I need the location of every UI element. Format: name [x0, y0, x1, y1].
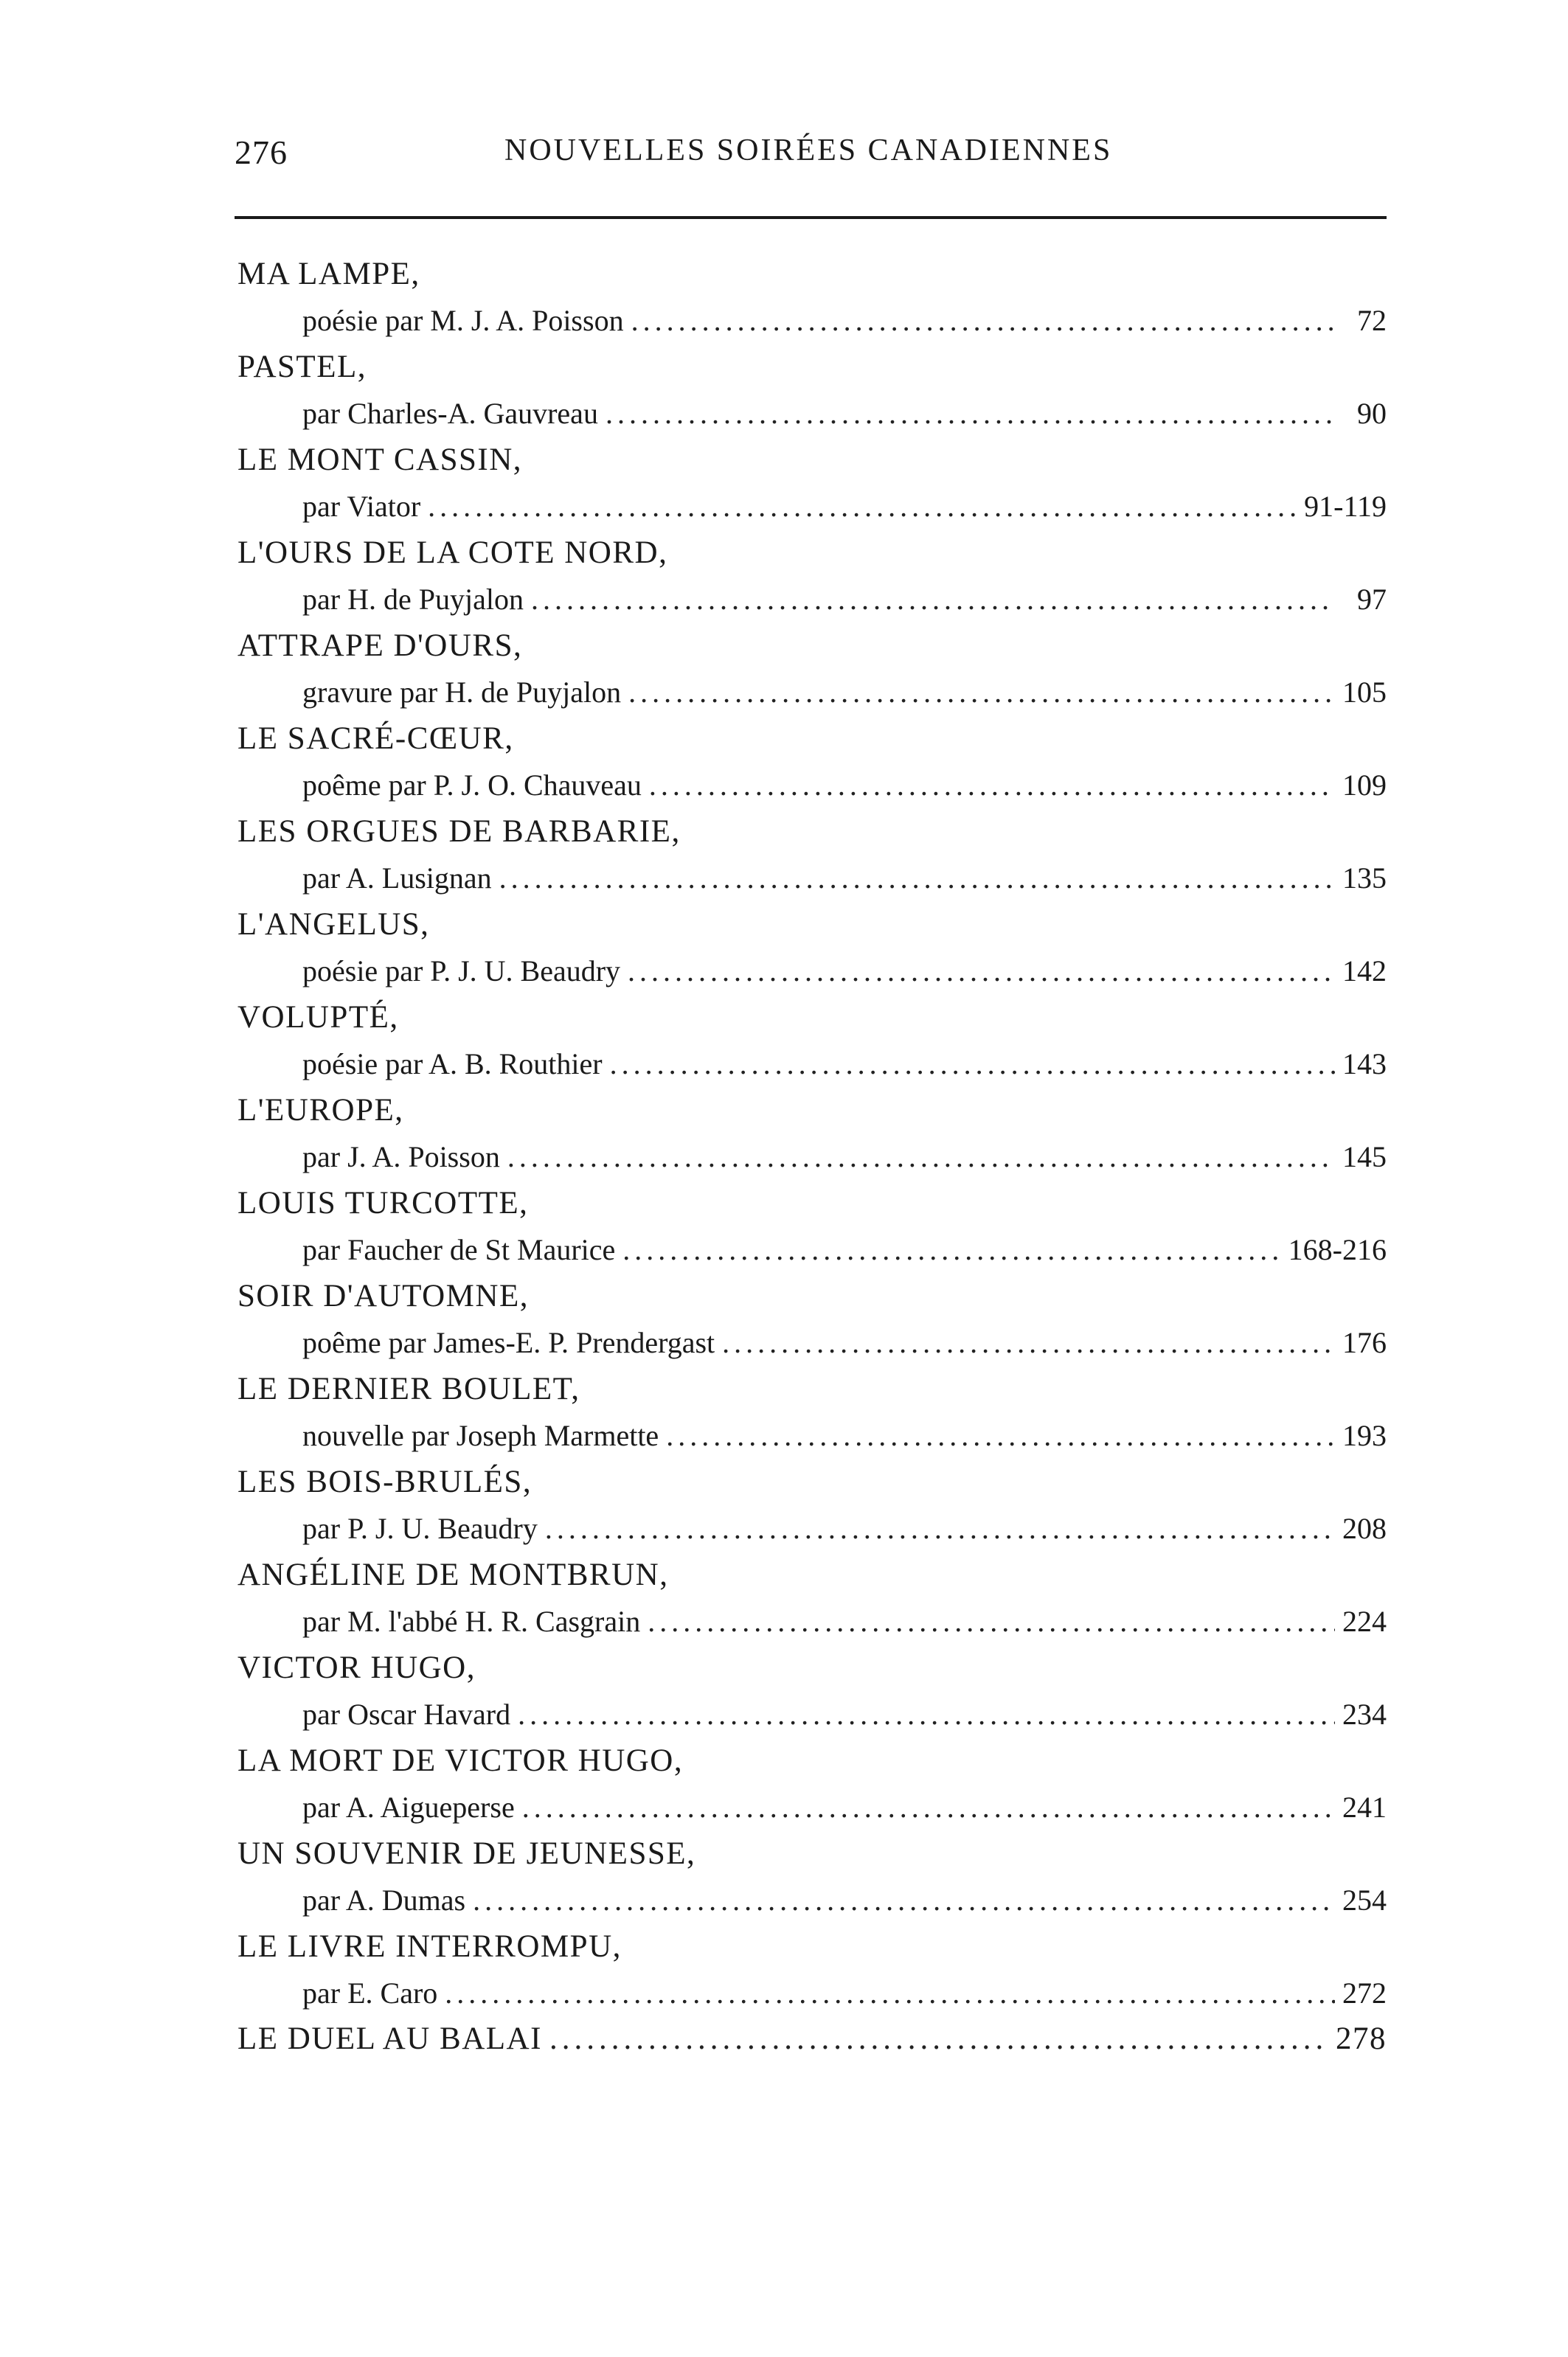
toc-entry [237, 1552, 1387, 1645]
toc-entry [237, 1645, 1387, 1738]
entry-title: LE SACRÉ-CŒUR, [237, 721, 514, 756]
toc-entry [237, 1180, 1387, 1273]
toc-entry [237, 1273, 1387, 1366]
entry-page-ref: 234 [1342, 1698, 1387, 1731]
entry-leader-line [237, 1971, 1387, 2016]
entry-byline: par Faucher de St Maurice [302, 1233, 616, 1266]
toc-entry [237, 251, 1387, 344]
entry-page-ref: 143 [1342, 1047, 1387, 1080]
entry-leader-line [237, 1227, 1387, 1273]
dot-leader [499, 855, 1335, 901]
entry-byline: par M. l'abbé H. R. Casgrain [302, 1605, 641, 1638]
entry-leader-line [237, 1506, 1387, 1552]
entry-title: L'OURS DE LA COTE NORD, [237, 535, 668, 570]
entry-leader-line [237, 484, 1387, 530]
toc-entry [237, 715, 1387, 808]
entry-page-ref: 72 [1357, 304, 1387, 337]
entry-byline: poésie par A. B. Routhier [302, 1047, 603, 1080]
entry-leader-line [237, 1599, 1387, 1645]
dot-leader [606, 391, 1335, 437]
entry-byline: par Viator [302, 490, 421, 523]
entry-page-ref: 105 [1342, 676, 1387, 709]
entry-byline: par A. Aigueperse [302, 1791, 515, 1824]
dot-leader [610, 1041, 1335, 1087]
entry-page-ref: 224 [1342, 1605, 1387, 1638]
entry-byline: par J. A. Poisson [302, 1140, 500, 1173]
entry-byline: par A. Lusignan [302, 861, 492, 895]
entry-title: LE MONT CASSIN, [237, 442, 523, 477]
entry-byline: poême par P. J. O. Chauveau [302, 768, 642, 802]
entry-page-ref: 135 [1342, 861, 1387, 895]
table-of-contents [237, 251, 1387, 2062]
entry-title: LES BOIS-BRULÉS, [237, 1465, 533, 1499]
entry-leader-line [237, 1878, 1387, 1923]
running-title: NOUVELLES SOIRÉES CANADIENNES [504, 133, 1113, 167]
entry-page-ref: 109 [1342, 768, 1387, 802]
dot-leader [622, 1227, 1280, 1273]
dot-leader [522, 1785, 1335, 1830]
entry-title: VICTOR HUGO, [237, 1650, 476, 1685]
dot-leader [507, 1134, 1335, 1180]
entry-leader-line [237, 1320, 1387, 1366]
entry-title: ANGÉLINE DE MONTBRUN, [237, 1558, 669, 1592]
entry-title: LE DUEL AU BALAI [237, 2021, 542, 2056]
entry-title: PASTEL, [237, 350, 367, 384]
entry-byline: par P. J. U. Beaudry [302, 1512, 538, 1545]
entry-title: LA MORT DE VICTOR HUGO, [237, 1743, 684, 1778]
entry-leader-line [237, 298, 1387, 344]
dot-leader [545, 1506, 1335, 1552]
entry-leader-line [237, 2016, 1387, 2062]
toc-entry [237, 530, 1387, 622]
entry-byline: poésie par M. J. A. Poisson [302, 304, 624, 337]
entry-page-ref: 168-216 [1288, 1233, 1387, 1266]
entry-page-ref: 90 [1357, 397, 1387, 430]
entry-page-ref: 208 [1342, 1512, 1387, 1545]
toc-entry [237, 1738, 1387, 1830]
entry-leader-line [237, 948, 1387, 994]
dot-leader [666, 1413, 1335, 1459]
toc-entry [237, 344, 1387, 437]
entry-byline: par H. de Puyjalon [302, 583, 524, 616]
dot-leader [445, 1971, 1335, 2016]
toc-entry [237, 1087, 1387, 1180]
header-rule [235, 216, 1387, 219]
entry-title: LOUIS TURCOTTE, [237, 1186, 529, 1221]
entry-title: SOIR D'AUTOMNE, [237, 1279, 529, 1313]
entry-byline: poême par James-E. P. Prendergast [302, 1326, 715, 1359]
entry-leader-line [237, 1041, 1387, 1087]
entry-page-ref: 97 [1357, 583, 1387, 616]
toc-entry [237, 1366, 1387, 1459]
dot-leader [628, 670, 1335, 715]
toc-entry [237, 994, 1387, 1087]
entry-page-ref: 254 [1342, 1884, 1387, 1917]
entry-leader-line [237, 1785, 1387, 1830]
entry-page-ref: 176 [1342, 1326, 1387, 1359]
entry-byline: par Charles-A. Gauvreau [302, 397, 598, 430]
dot-leader [518, 1692, 1335, 1738]
entry-title: UN SOUVENIR DE JEUNESSE, [237, 1836, 696, 1871]
entry-byline: par E. Caro [302, 1976, 438, 2010]
entry-title: L'EUROPE, [237, 1093, 404, 1128]
entry-leader-line [237, 391, 1387, 437]
entry-title: LES ORGUES DE BARBARIE, [237, 814, 681, 849]
entry-leader-line [237, 1692, 1387, 1738]
entry-page-ref: 145 [1342, 1140, 1387, 1173]
toc-entry [237, 901, 1387, 994]
entry-page-ref: 278 [1336, 2021, 1387, 2056]
page-header [235, 133, 1387, 184]
dot-leader [531, 577, 1335, 622]
dot-leader [722, 1320, 1335, 1366]
entry-title: VOLUPTÉ, [237, 1000, 399, 1035]
toc-entry [237, 808, 1387, 901]
dot-leader [473, 1878, 1335, 1923]
toc-entry [237, 1830, 1387, 1923]
dot-leader [649, 763, 1335, 808]
toc-entry [237, 1923, 1387, 2016]
entry-leader-line [237, 1134, 1387, 1180]
entry-page-ref: 272 [1342, 1976, 1387, 2010]
dot-leader [648, 1599, 1335, 1645]
toc-entry [237, 622, 1387, 715]
dot-leader [628, 948, 1335, 994]
entry-byline: gravure par H. de Puyjalon [302, 676, 622, 709]
entry-title: MA LAMPE, [237, 257, 420, 291]
entry-title: ATTRAPE D'OURS, [237, 628, 523, 663]
entry-page-ref: 241 [1342, 1791, 1387, 1824]
entry-title: L'ANGELUS, [237, 907, 430, 942]
dot-leader [549, 2016, 1328, 2062]
entry-page-ref: 193 [1342, 1419, 1387, 1452]
toc-entry [237, 1459, 1387, 1552]
entry-leader-line [237, 670, 1387, 715]
entry-byline: poésie par P. J. U. Beaudry [302, 954, 621, 987]
dot-leader [631, 298, 1335, 344]
entry-page-ref: 142 [1342, 954, 1387, 987]
entry-leader-line [237, 577, 1387, 622]
entry-page-ref: 91-119 [1304, 490, 1387, 523]
entry-byline: nouvelle par Joseph Marmette [302, 1419, 659, 1452]
entry-leader-line [237, 855, 1387, 901]
entry-byline: par A. Dumas [302, 1884, 466, 1917]
entry-leader-line [237, 763, 1387, 808]
toc-entry [237, 437, 1387, 530]
entry-title: LE LIVRE INTERROMPU, [237, 1929, 622, 1964]
dot-leader [428, 484, 1297, 530]
page-number: 276 [235, 133, 288, 171]
toc-entry [237, 2016, 1387, 2062]
entry-title: LE DERNIER BOULET, [237, 1372, 580, 1406]
entry-byline: par Oscar Havard [302, 1698, 511, 1731]
entry-leader-line [237, 1413, 1387, 1459]
